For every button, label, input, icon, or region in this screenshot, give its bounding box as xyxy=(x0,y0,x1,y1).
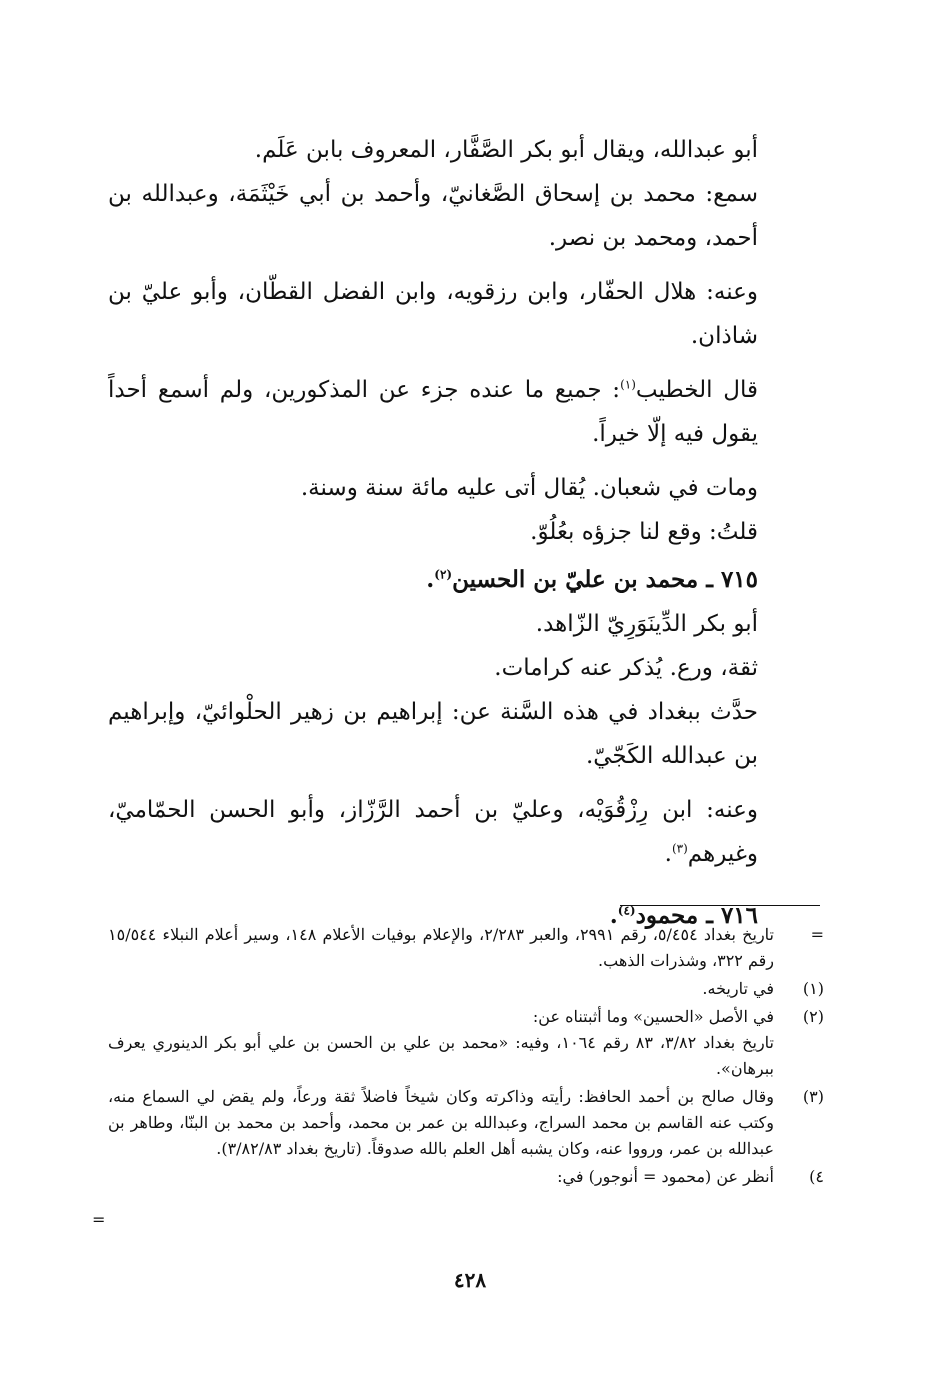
footnote-ref-4: (٤) xyxy=(617,903,636,918)
footnote-mark: ٤) xyxy=(809,1167,824,1186)
footnote-separator xyxy=(620,905,820,906)
main-text xyxy=(108,128,820,938)
footnote-ref-2: (٢) xyxy=(434,567,453,582)
paragraph-students: وعنه: هلال الحفّار، وابن رزقويه، وابن الفضل القطّان، وأبو عليّ بن شاذان. xyxy=(108,279,758,349)
footnote-mark: (٣) xyxy=(802,1087,824,1106)
footnote-text-cont: تاريخ بغداد ٣/٨٢، ٨٣ رقم ١٠٦٤، وفيه: «محمد بن علي بن الحسن بن علي أبو بكر الدينوري يعرف ببرهان». xyxy=(108,1033,775,1078)
entry-715-heading xyxy=(108,558,820,602)
entry-715-period: . xyxy=(426,566,435,593)
students-period: . xyxy=(664,841,672,867)
footnote-4 xyxy=(108,1164,824,1190)
footnote-3 xyxy=(108,1084,824,1162)
paragraph-715-kunya: أبو بكر الدِّينَوَرِيّ الزّاهد. xyxy=(535,611,758,637)
khatib-quote-start: قال الخطيب xyxy=(635,377,758,403)
footnote-text: أنظر عن (محمود = أنوجور) في: xyxy=(557,1167,774,1186)
continuation-mark: = xyxy=(92,1210,106,1229)
page-number: ٤٢٨ xyxy=(453,1268,487,1292)
khatib-quote-end: : جميع ما عنده جزء عن المذكورين، ولم أسمع أحداً يقول فيه إلّا خيراً. xyxy=(108,377,758,447)
footnote-ref-1: (١) xyxy=(620,377,636,392)
footnote-1 xyxy=(108,976,824,1002)
footnote-mark: = xyxy=(810,925,824,944)
footnotes xyxy=(108,922,824,1190)
footnote-text: في تاريخه. xyxy=(702,979,774,998)
footnote-continuation xyxy=(108,922,824,974)
entry-715-title: ٧١٥ ـ محمد بن عليّ بن الحسين xyxy=(452,566,758,593)
paragraph-author-note: قلتُ: وقع لنا جزؤه بعُلُوّ. xyxy=(530,519,758,545)
students-text: وعنه: ابن رِزْقُوَيْه، وعليّ بن أحمد الرَّزّاز، وأبو الحسن الحمّاميّ، وغيرهم xyxy=(108,797,758,867)
paragraph-715-students xyxy=(108,788,820,876)
paragraph-teachers: سمع: محمد بن إسحاق الصَّغانيّ، وأحمد بن أبي خَيْثَمَة، وعبدالله بن أحمد، ومحمد بن نصر. xyxy=(108,181,758,251)
paragraph-kunya: أبو عبدالله، ويقال أبو بكر الصَّفَّار، المعروف بابن عَلَم. xyxy=(254,137,758,163)
footnote-text: وقال صالح بن أحمد الحافظ: رأيته وذاكرته وكان شيخاً فاضلاً ثقة ورعاً، ولم يقض لي السماع منه، وكتب عنه القاسم بن محمد السراج، وعبدالله بن عمر بن محمد، وأحمد بن محمد بن البنّا، وطاهر بن عبدالله بن عمر، ورووا عنه، وكان يشبه أهل العلم بالله صدوقاً. (تاريخ بغداد ٣/٨٢/٨٣). xyxy=(108,1087,775,1158)
paragraph-khatib-quote xyxy=(108,368,820,456)
paragraph-715-trust: ثقة، ورع. يُذكر عنه كرامات. xyxy=(494,655,758,681)
footnote-ref-3: (٣) xyxy=(671,841,688,856)
footnote-mark: (١) xyxy=(802,979,824,998)
entry-716-period: . xyxy=(609,902,618,929)
entry-716-title: ٧١٦ ـ محمود xyxy=(635,902,758,929)
footnote-mark: (٢) xyxy=(802,1007,824,1026)
footnote-2 xyxy=(108,1004,824,1082)
footnote-text: في الأصل «الحسين» وما أثبتناه عن: xyxy=(532,1007,774,1026)
footnote-text: تاريخ بغداد ٥/٤٥٤، رقم ٢٩٩١، والعبر ٢/٢٨٣، والإعلام بوفيات الأعلام ١٤٨، وسير أعلام النبلاء ١٥/٥٤٤ رقم ٣٢٢، وشذرات الذهب. xyxy=(108,925,774,970)
paragraph-715-narrated: حدَّث ببغداد في هذه السَّنة عن: إبراهيم بن زهير الحلْوائيّ، وإبراهيم بن عبدالله الكَجّيّ. xyxy=(108,699,758,769)
paragraph-death: ومات في شعبان. يُقال أتى عليه مائة سنة وسنة. xyxy=(300,475,758,501)
